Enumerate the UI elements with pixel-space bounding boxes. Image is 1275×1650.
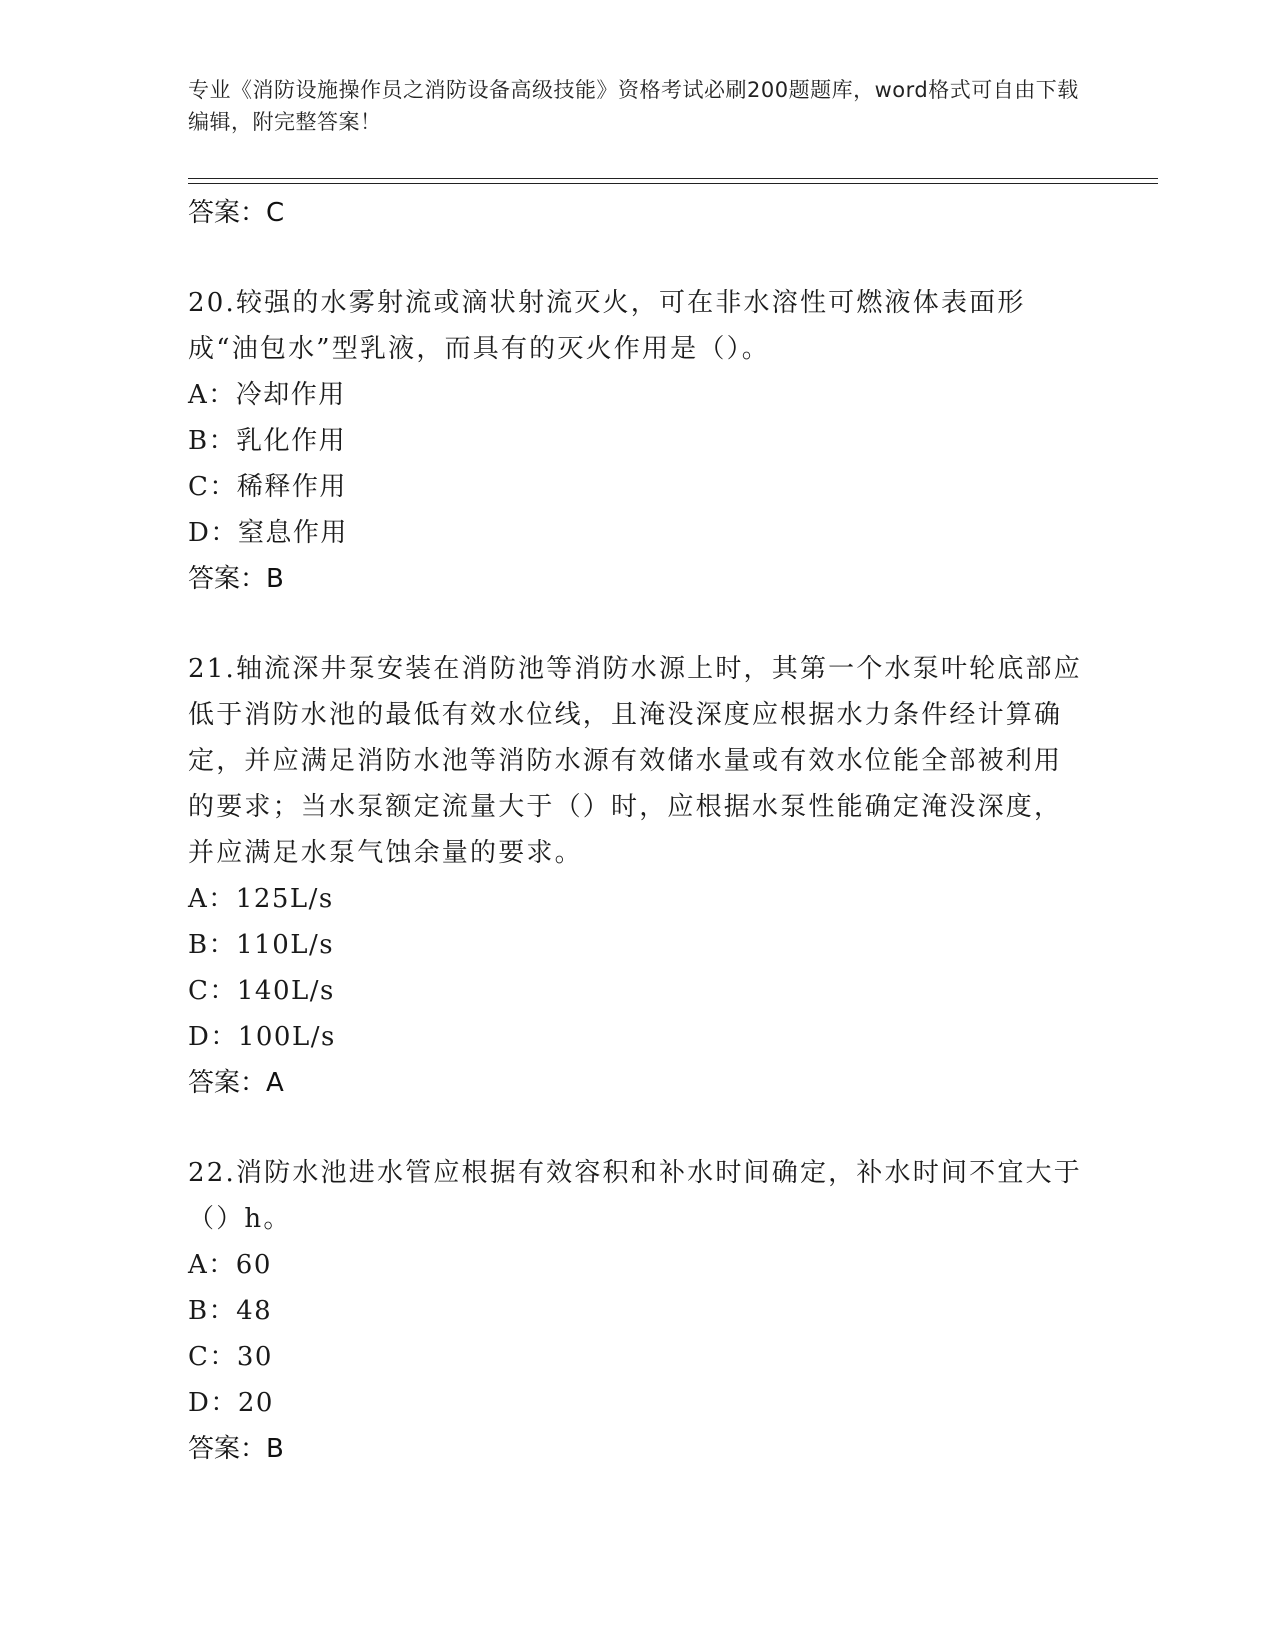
document-body bbox=[188, 190, 1088, 1472]
option-b: B：110L/s bbox=[188, 930, 335, 960]
option-c: C：30 bbox=[188, 1342, 273, 1372]
option-a: A：125L/s bbox=[188, 884, 334, 914]
question-21 bbox=[188, 646, 1088, 1106]
option-b: B：乳化作用 bbox=[188, 426, 347, 456]
option-a: A：冷却作用 bbox=[188, 380, 346, 410]
header-divider-bottom bbox=[188, 183, 1158, 184]
document-header: 专业《消防设施操作员之消防设备高级技能》资格考试必刷200题题库，word格式可自由下载编辑，附完整答案！ bbox=[188, 78, 1079, 134]
header-divider-top bbox=[188, 178, 1158, 179]
option-d: D：20 bbox=[188, 1388, 274, 1418]
option-d: D：100L/s bbox=[188, 1022, 336, 1052]
question-20 bbox=[188, 280, 1088, 602]
question-text: 21.轴流深井泵安装在消防池等消防水源上时，其第一个水泵叶轮底部应低于消防水池的最低有效水位线，且淹没深度应根据水力条件经计算确定，并应满足消防水池等消防水源有效储水量或有效水位能全部被利用的要求；当水泵额定流量大于（）时，应根据水泵性能确定淹没深度，并应满足水泵气蚀余量的要求。 bbox=[188, 654, 1082, 868]
answer-line: 答案：B bbox=[188, 1434, 284, 1464]
question-text: 20.较强的水雾射流或滴状射流灭火，可在非水溶性可燃液体表面形成“油包水”型乳液，而具有的灭火作用是（）。 bbox=[188, 288, 1026, 364]
option-b: B：48 bbox=[188, 1296, 273, 1326]
option-a: A：60 bbox=[188, 1250, 272, 1280]
answer-line: 答案：B bbox=[188, 564, 284, 594]
option-c: C：稀释作用 bbox=[188, 472, 347, 502]
answer-line: 答案：C bbox=[188, 198, 285, 228]
option-d: D：窒息作用 bbox=[188, 518, 348, 548]
question-text: 22.消防水池进水管应根据有效容积和补水时间确定，补水时间不宜大于（）h。 bbox=[188, 1158, 1082, 1234]
answer-line: 答案：A bbox=[188, 1068, 284, 1098]
option-c: C：140L/s bbox=[188, 976, 335, 1006]
question-22 bbox=[188, 1150, 1088, 1472]
